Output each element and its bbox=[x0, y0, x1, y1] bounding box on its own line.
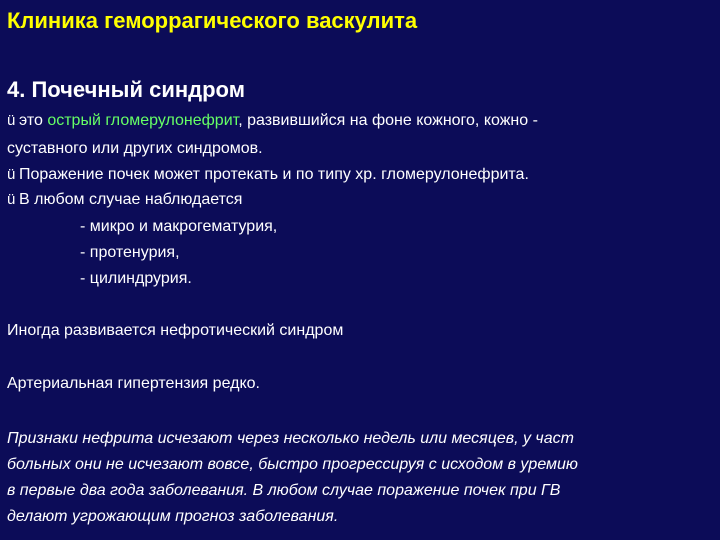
bullet-1-pre: это bbox=[19, 112, 48, 129]
bullet-1 bbox=[7, 111, 538, 131]
sub-item: - цилиндрурия. bbox=[80, 270, 192, 287]
bullet-2-text: Поражение почек может протекать и по типу хр. гломерулонефрита. bbox=[19, 166, 529, 183]
bullet-1-continuation: суставного или других синдромов. bbox=[7, 140, 263, 157]
paragraph-hypertension: Артериальная гипертензия редко. bbox=[7, 375, 260, 392]
check-icon: ü bbox=[7, 112, 16, 129]
bullet-3 bbox=[7, 190, 242, 210]
section-heading: 4. Почечный синдром bbox=[7, 77, 245, 102]
paragraph-nephrotic: Иногда развивается нефротический синдром bbox=[7, 322, 344, 339]
italic-line: больных они не исчезают вовсе, быстро прогрессируя с исходом в уремию bbox=[7, 456, 578, 473]
bullet-1-highlight: острый гломерулонефрит bbox=[47, 112, 239, 129]
check-icon: ü bbox=[7, 166, 16, 183]
slide-title: Клиника геморрагического васкулита bbox=[7, 8, 418, 33]
bullet-2 bbox=[7, 165, 529, 185]
sub-item: - протенурия, bbox=[80, 244, 180, 261]
check-icon: ü bbox=[7, 191, 16, 208]
sub-item: - микро и макрогематурия, bbox=[80, 218, 278, 235]
italic-line: в первые два года заболевания. В любом случае поражение почек при ГВ bbox=[7, 482, 561, 499]
bullet-3-text: В любом случае наблюдается bbox=[19, 191, 243, 208]
italic-line: Признаки нефрита исчезают через несколько недель или месяцев, у част bbox=[7, 430, 574, 447]
italic-paragraph bbox=[7, 426, 720, 530]
italic-line: делают угрожающим прогноз заболевания. bbox=[7, 508, 339, 525]
bullet-1-post: , развившийся на фоне кожного, кожно - bbox=[238, 112, 538, 129]
